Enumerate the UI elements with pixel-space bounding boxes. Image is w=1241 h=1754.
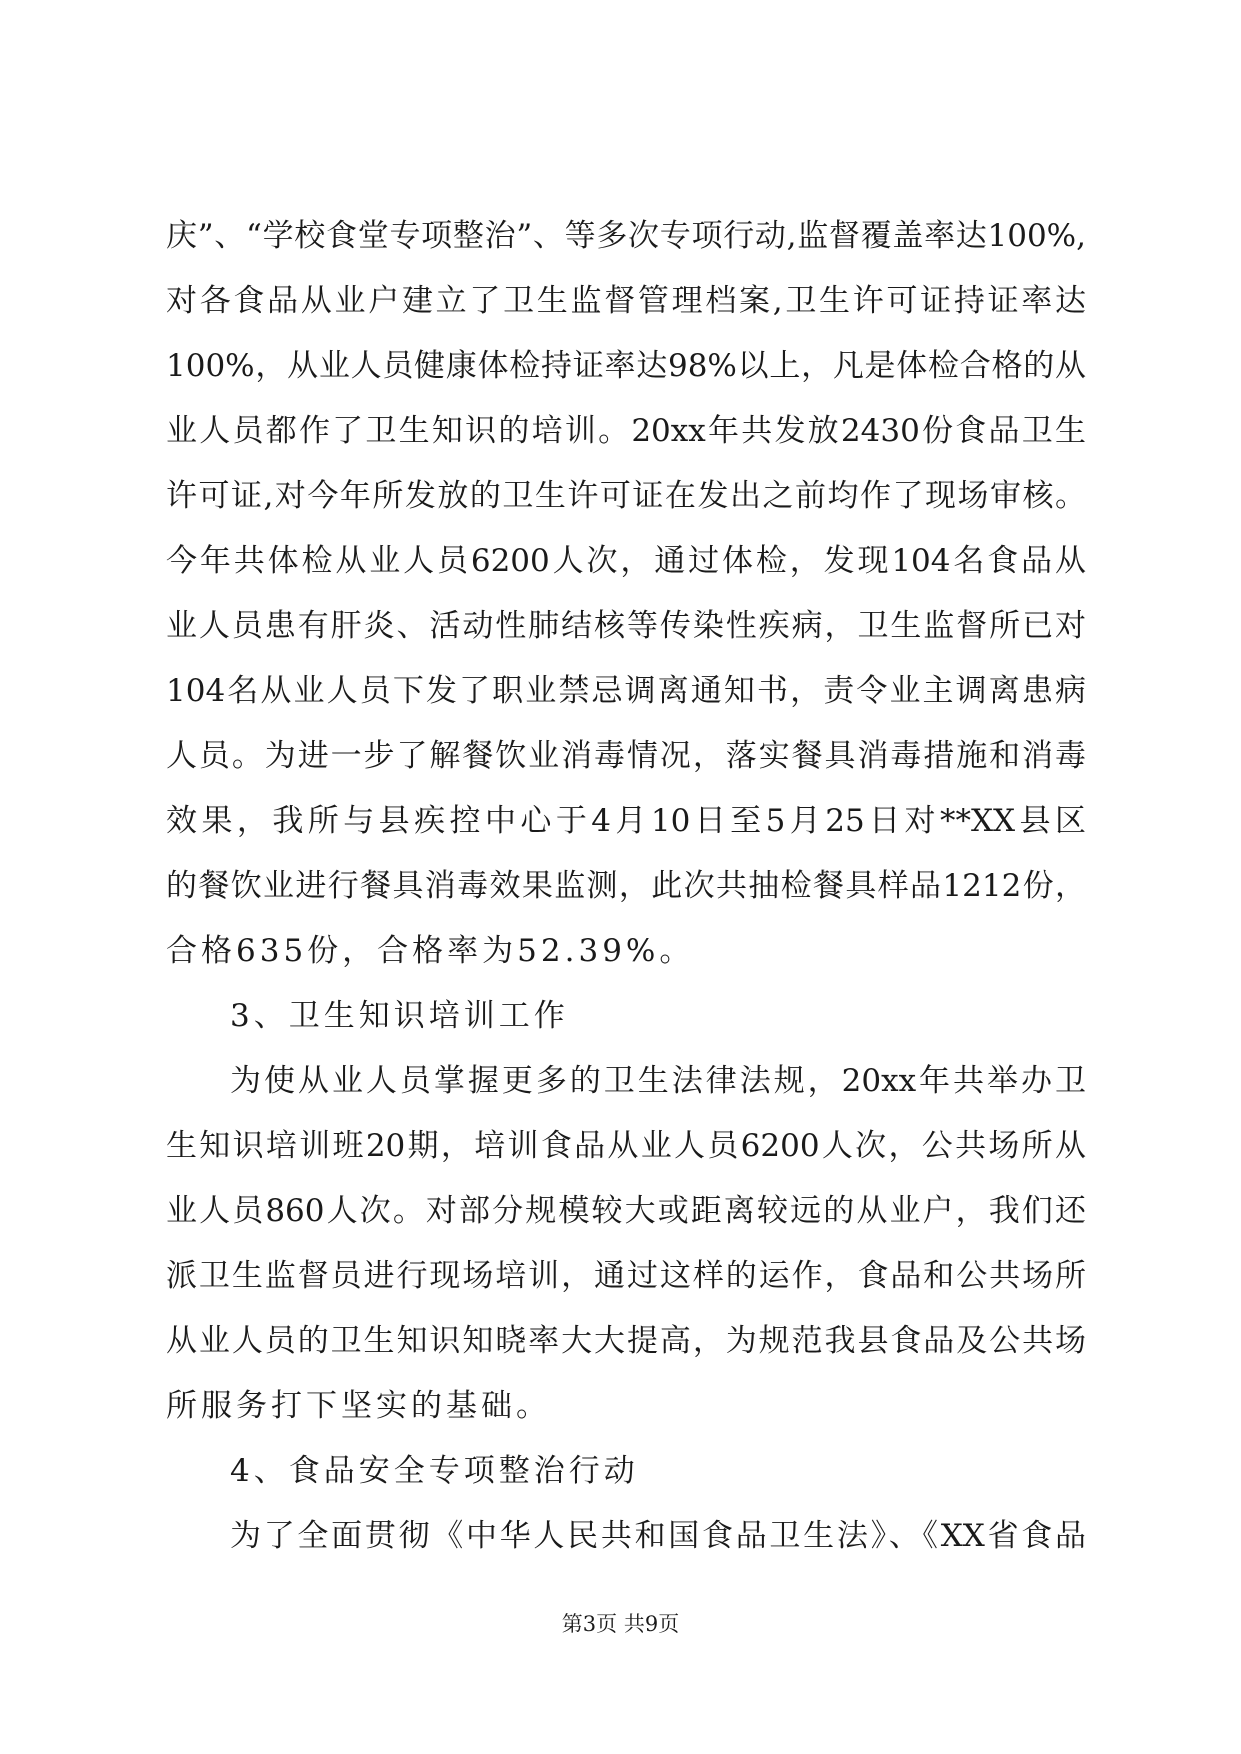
body-line: 为了全面贯彻《中华人民共和国食品卫生法》、《XX省食品 xyxy=(230,1518,1086,1554)
body-line: 许可证,对今年所发放的卫生许可证在发出之前均作了现场审核。 xyxy=(166,478,1086,514)
body-line: 庆”、“学校食堂专项整治”、等多次专项行动,监督覆盖率达100%, xyxy=(166,218,1086,254)
body-line: 合格635份，合格率为52.39%。 xyxy=(166,933,695,969)
body-line: 今年共体检从业人员6200人次，通过体检，发现104名食品从 xyxy=(166,543,1086,579)
body-line: 业人员都作了卫生知识的培训。20xx年共发放2430份食品卫生 xyxy=(166,413,1086,449)
body-line: 为使从业人员掌握更多的卫生法律法规，20xx年共举办卫 xyxy=(230,1063,1086,1099)
body-line: 104名从业人员下发了职业禁忌调离通知书，责令业主调离患病 xyxy=(166,673,1086,709)
section-heading: 3、卫生知识培训工作 xyxy=(230,998,569,1034)
page-number: 第3页 共9页 xyxy=(561,1612,680,1636)
body-line: 生知识培训班20期，培训食品从业人员6200人次，公共场所从 xyxy=(166,1128,1086,1164)
body-line: 人员。为进一步了解餐饮业消毒情况，落实餐具消毒措施和消毒 xyxy=(166,738,1086,774)
body-line: 所服务打下坚实的基础。 xyxy=(166,1388,551,1424)
section-heading: 4、食品安全专项整治行动 xyxy=(230,1453,639,1489)
body-line: 从业人员的卫生知识知晓率大大提高，为规范我县食品及公共场 xyxy=(166,1323,1086,1359)
body-line: 的餐饮业进行餐具消毒效果监测，此次共抽检餐具样品1212份， xyxy=(166,868,1086,904)
body-line: 对各食品从业户建立了卫生监督管理档案,卫生许可证持证率达 xyxy=(166,283,1086,319)
body-line: 业人员患有肝炎、活动性肺结核等传染性疾病，卫生监督所已对 xyxy=(166,608,1086,644)
body-line: 派卫生监督员进行现场培训，通过这样的运作，食品和公共场所 xyxy=(166,1258,1086,1294)
body-line: 业人员860人次。对部分规模较大或距离较远的从业户，我们还 xyxy=(166,1193,1086,1229)
body-line: 效果，我所与县疾控中心于4月10日至5月25日对**XX县区 xyxy=(166,803,1086,839)
body-line: 100%，从业人员健康体检持证率达98%以上，凡是体检合格的从 xyxy=(166,348,1086,384)
